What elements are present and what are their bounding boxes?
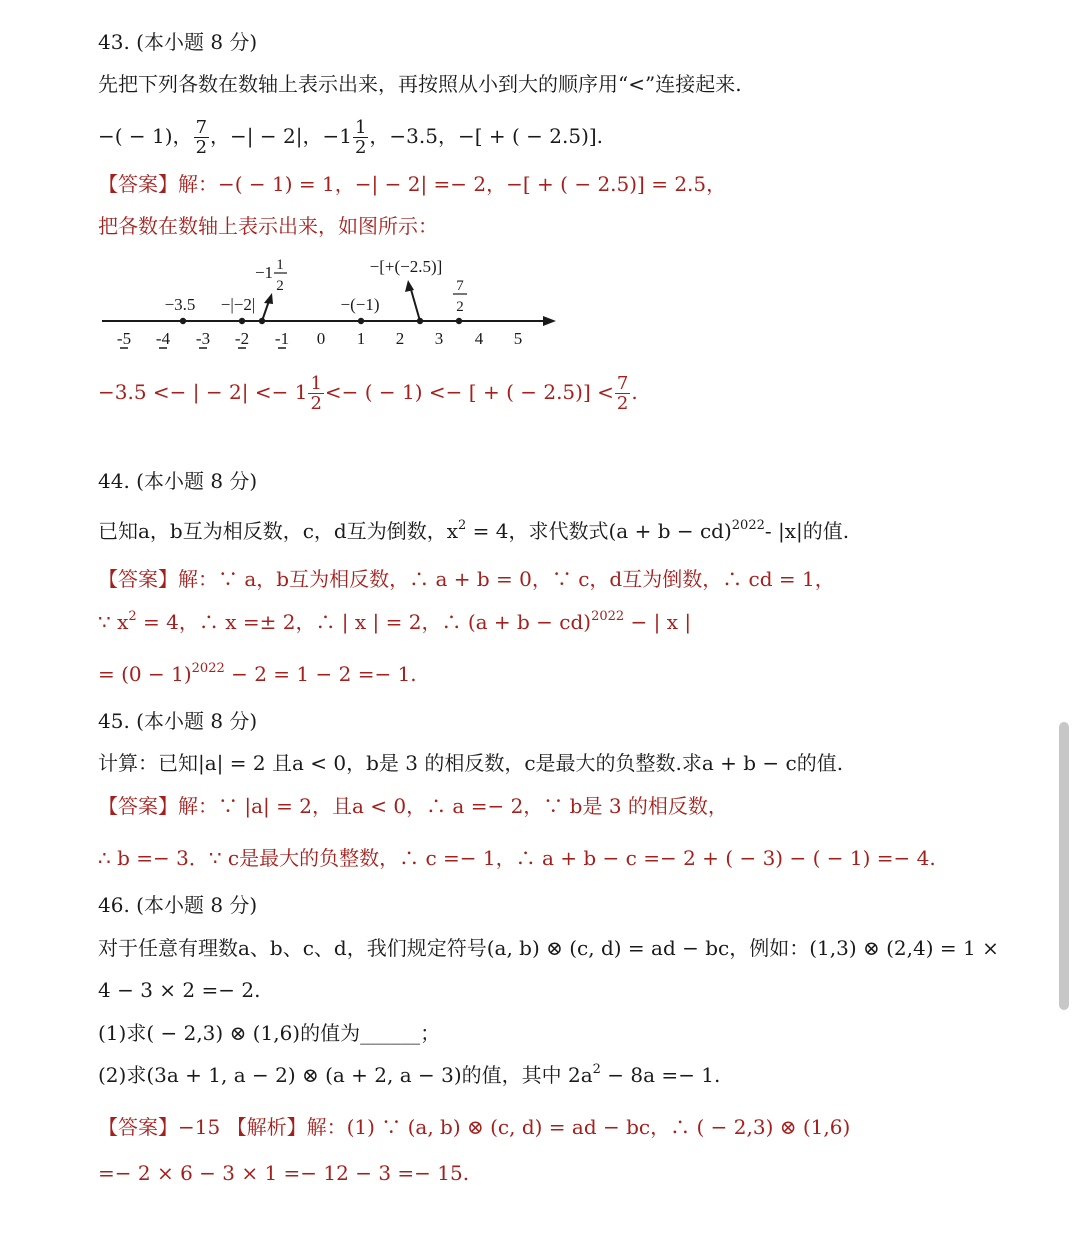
label-abs-neg-2: −|−2|	[220, 295, 256, 314]
q44-ans3-a: = (0 − 1)	[98, 662, 192, 686]
exponent-2022: 2022	[731, 518, 765, 533]
point-3-5	[456, 318, 462, 324]
q44-header: 44. (本小题 8 分)	[98, 469, 258, 493]
q44-prompt-b: = 4，求代数式(a + b − cd)	[466, 519, 732, 543]
tick-label: -3	[195, 329, 211, 348]
q46-part2	[98, 1061, 720, 1089]
vertical-scrollbar-thumb[interactable]	[1059, 722, 1069, 1010]
q44-answer-line3	[98, 660, 417, 688]
number-line-arrow	[543, 316, 556, 326]
q43-header: 43. (本小题 8 分)	[98, 30, 258, 54]
q43-list-part-a: −( − 1)，	[98, 124, 193, 148]
fraction-seven-halves: $\frac{7}{2}$	[195, 117, 208, 158]
q43-order-part-b: <− ( − 1) <− [ + ( − 2.5)] <	[324, 380, 614, 404]
q44-answer-line1: 【答案】解：∵ a，b互为相反数，∴ a + b = 0，∵ c，d互为倒数，∴ cd = 1，	[98, 567, 835, 591]
point-neg-3-5	[180, 318, 186, 324]
q44-ans3-b: − 2 = 1 − 2 =− 1.	[224, 662, 417, 686]
q44-prompt	[98, 517, 849, 545]
tick-label: 4	[474, 329, 484, 348]
exponent-2: 2	[128, 609, 137, 624]
q45-header: 45. (本小题 8 分)	[98, 709, 258, 733]
q46-part1: (1)求( − 2,3) ⊗ (1,6)的值为______；	[98, 1021, 441, 1045]
exponent-2: 2	[458, 518, 467, 533]
point-neg-2	[239, 318, 245, 324]
q45-answer-line1: 【答案】解：∵ |a| = 2，且a < 0，∴ a =− 2，∵ b是 3 的相反数，	[98, 794, 728, 818]
q43-answer-line2: 把各数在数轴上表示出来，如图所示：	[98, 214, 438, 238]
q46-part2-b: − 8a =− 1.	[600, 1063, 721, 1087]
fraction-one-half-answer: $\frac{1}{2}$	[310, 373, 322, 414]
q46-answer-line1: 【答案】−15 【解析】解：(1) ∵ (a, b) ⊗ (c, d) = ad − bc，∴ ( − 2,3) ⊗ (1,6)	[98, 1115, 851, 1139]
tick-label: 3	[434, 329, 444, 348]
label-neg-3-5: −3.5	[164, 295, 196, 314]
fraction-seven-halves-answer: $\frac{7}{2}$	[616, 373, 629, 414]
q43-order-part-a: −3.5 <− | − 2| <− 1	[98, 380, 308, 404]
arrowhead-neg-1-5	[264, 293, 273, 304]
q46-answer-line2: =− 2 × 6 − 3 × 1 =− 12 − 3 =− 15.	[98, 1161, 470, 1185]
label-neg-neg-1: −(−1)	[340, 295, 380, 314]
q46-header: 46. (本小题 8 分)	[98, 893, 258, 917]
number-line-diagram	[98, 252, 568, 352]
label-half-num: 1	[276, 257, 284, 273]
q43-prompt: 先把下列各数在数轴上表示出来，再按照从小到大的顺序用“<”连接起来.	[98, 72, 742, 96]
label-bracket: −[+(−2.5)]	[369, 257, 443, 276]
tick-label: 0	[316, 329, 326, 348]
label-72-num: 7	[456, 278, 464, 294]
q43-list-part-c: ，−3.5，−[ + ( − 2.5)].	[369, 124, 604, 148]
q45-prompt: 计算：已知|a| = 2 且a < 0，b是 3 的相反数，c是最大的负整数.求a + b − c的值.	[98, 751, 844, 775]
label-neg-1-half-int: −1	[254, 263, 274, 282]
q46-prompt-line1: 对于任意有理数a、b、c、d，我们规定符号(a, b) ⊗ (c, d) = ad − bc，例如：(1,3) ⊗ (2,4) = 1 ×	[98, 936, 999, 960]
exponent-2022: 2022	[191, 661, 225, 676]
tick-label: 2	[395, 329, 405, 348]
q46-prompt-line2: 4 − 3 × 2 =− 2.	[98, 978, 261, 1002]
q45-answer-line2: ∴ b =− 3．∵ c是最大的负整数，∴ c =− 1，∴ a + b − c =− 2 + ( − 3) − ( − 1) =− 4.	[98, 846, 936, 870]
q44-answer-line2	[98, 608, 691, 636]
exponent-2: 2	[592, 1062, 601, 1077]
q43-number-list	[98, 118, 603, 157]
tick-label: 5	[513, 329, 523, 348]
arrowhead-bracket	[405, 280, 414, 292]
q44-prompt-c: - |x|的值.	[764, 519, 850, 543]
fraction-one-half: $\frac{1}{2}$	[354, 117, 367, 158]
tick-label: -4	[155, 329, 171, 348]
tick-label: -5	[116, 329, 132, 348]
q44-prompt-a: 已知a，b互为相反数，c，d互为倒数，x	[98, 519, 459, 543]
label-72-den: 2	[456, 299, 464, 315]
q44-ans2-b: = 4，∴ x =± 2，∴ | x | = 2，∴ (a + b − cd)	[136, 610, 592, 634]
point-1	[358, 318, 364, 324]
q44-ans2-c: − | x |	[624, 610, 692, 634]
q43-order-answer	[98, 374, 638, 413]
tick-label: -2	[234, 329, 250, 348]
label-half-den: 2	[276, 278, 284, 294]
tick-label: -1	[274, 329, 290, 348]
q43-order-end: .	[631, 380, 638, 404]
arrow-bracket	[410, 286, 420, 321]
exponent-2022: 2022	[591, 609, 625, 624]
tick-label: 1	[356, 329, 366, 348]
q43-answer-line1: 【答案】解：−( − 1) = 1，−| − 2| =− 2，−[ + ( − 2.5)] = 2.5，	[98, 172, 727, 196]
q43-list-part-b: ，−| − 2|，−1	[210, 124, 352, 148]
q44-ans2-a: ∵ x	[98, 610, 129, 634]
q46-part2-a: (2)求(3a + 1, a − 2) ⊗ (a + 2, a − 3)的值，其中 2a	[98, 1063, 593, 1087]
